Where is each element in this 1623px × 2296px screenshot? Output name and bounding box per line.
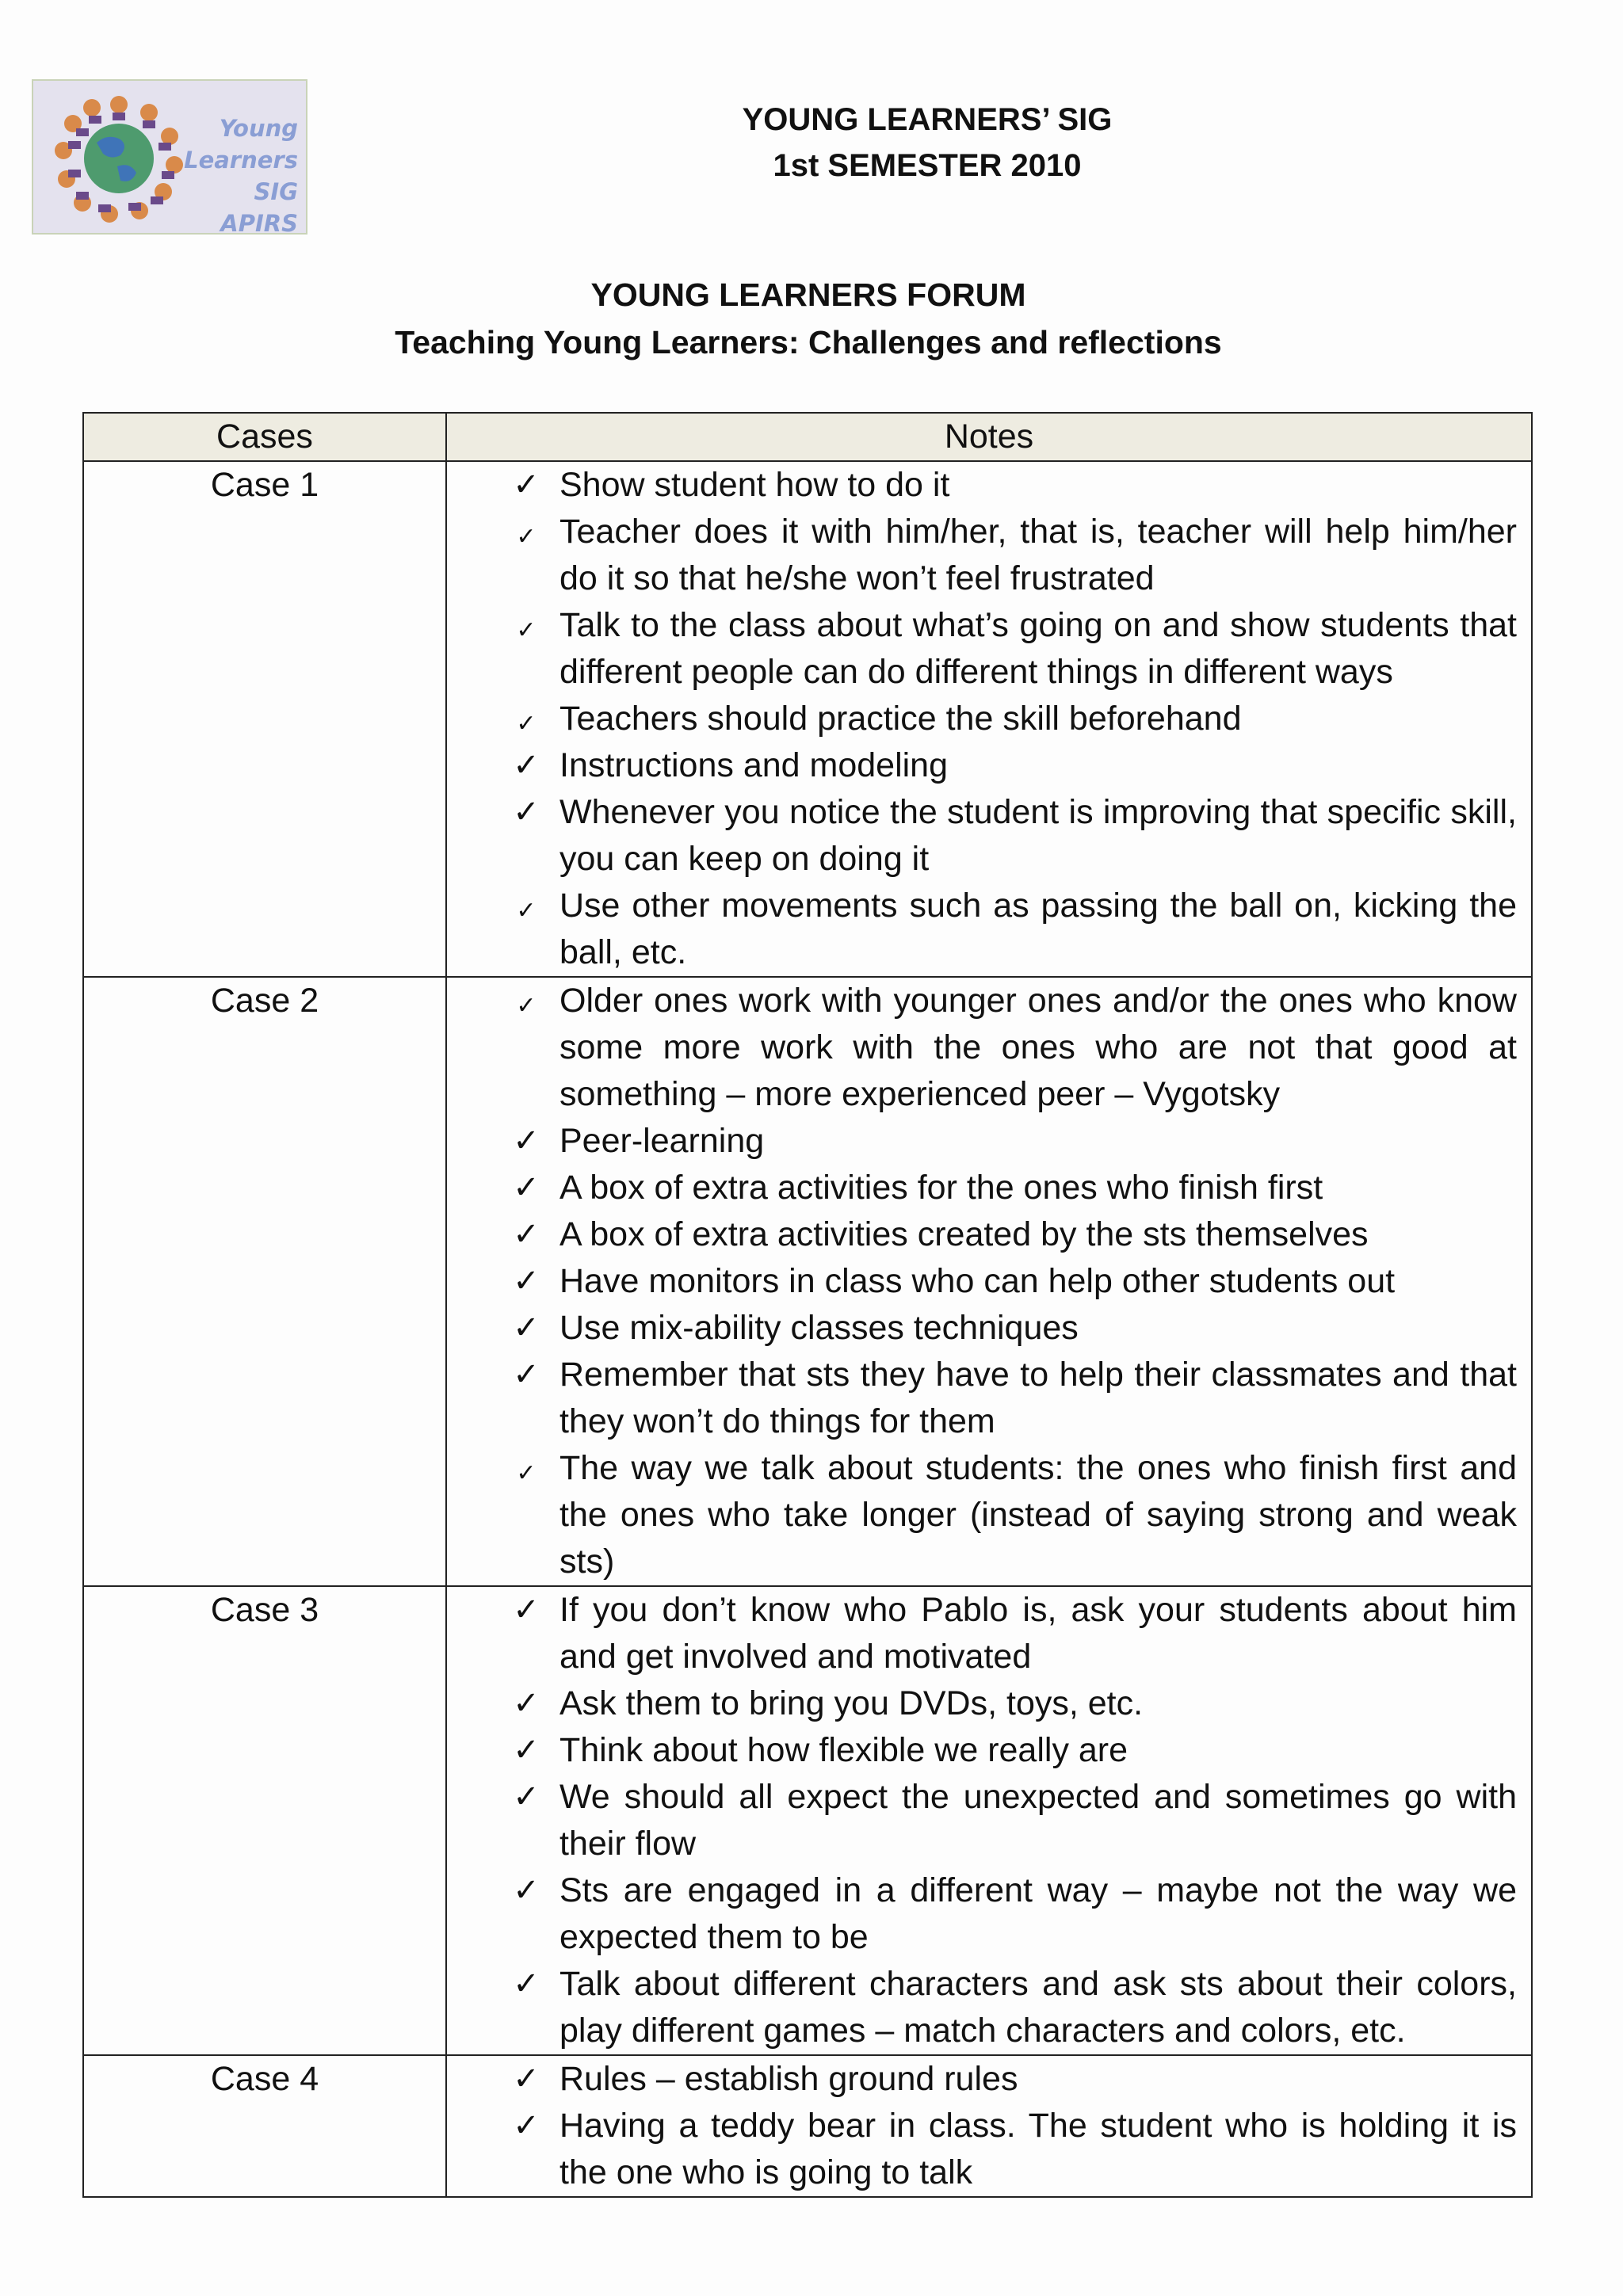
list-item bbox=[510, 1211, 1517, 1258]
checkmark-icon: ✓ bbox=[513, 1310, 540, 1346]
list-item bbox=[510, 1118, 1517, 1165]
note-text: Have monitors in class who can help other students out bbox=[559, 1262, 1396, 1300]
checkmark-icon: ✓ bbox=[513, 1263, 540, 1299]
case-label: Case 2 bbox=[83, 977, 446, 1586]
note-text: Whenever you notice the student is improving that specific skill, you can keep on doing it bbox=[559, 793, 1517, 878]
logo-line: Young bbox=[219, 115, 298, 142]
notes-list bbox=[510, 978, 1517, 1585]
table-header-row bbox=[83, 413, 1532, 461]
note-text: Having a teddy bear in class. The student who is holding it is the one who is going to talk bbox=[559, 2107, 1517, 2191]
table-row bbox=[83, 977, 1532, 1586]
checkmark-icon: ✓ bbox=[513, 1966, 540, 2002]
list-item bbox=[510, 742, 1517, 789]
forum-title: YOUNG LEARNERS FORUM bbox=[590, 277, 1026, 313]
checkmark-icon: ✓ bbox=[513, 467, 540, 503]
note-text: Remember that sts they have to help their classmates and that they won’t do things for them bbox=[559, 1356, 1517, 1440]
note-text: Use other movements such as passing the ball on, kicking the ball, etc. bbox=[559, 887, 1517, 971]
logo-text bbox=[184, 113, 298, 235]
list-item bbox=[510, 1352, 1517, 1445]
note-text: Ask them to bring you DVDs, toys, etc. bbox=[559, 1684, 1144, 1722]
list-item bbox=[510, 1867, 1517, 1961]
case-label: Case 1 bbox=[83, 461, 446, 977]
checkmark-icon: ✓ bbox=[516, 523, 537, 551]
note-text: Teachers should practice the skill beforehand bbox=[559, 700, 1242, 738]
list-item bbox=[510, 696, 1517, 742]
list-item bbox=[510, 602, 1517, 696]
note-text: Older ones work with younger ones and/or the ones who know some more work with the ones who are not that good at something – more experienced peer – Vygotsky bbox=[559, 982, 1517, 1113]
note-text: Think about how flexible we really are bbox=[559, 1731, 1128, 1769]
table-row bbox=[83, 1586, 1532, 2055]
logo-line: APIRS bbox=[220, 210, 298, 235]
header-title: YOUNG LEARNERS’ SIG bbox=[742, 102, 1113, 137]
notes-list bbox=[510, 1587, 1517, 2054]
note-text: A box of extra activities created by the sts themselves bbox=[559, 1215, 1369, 1253]
table-row bbox=[83, 2055, 1532, 2197]
list-item bbox=[510, 883, 1517, 976]
notes-cell bbox=[446, 461, 1532, 977]
list-item bbox=[510, 462, 1517, 509]
checkmark-icon: ✓ bbox=[513, 2061, 540, 2097]
checkmark-icon: ✓ bbox=[516, 1459, 537, 1487]
checkmark-icon: ✓ bbox=[513, 794, 540, 830]
notes-list bbox=[510, 462, 1517, 976]
note-text: Instructions and modeling bbox=[559, 746, 949, 784]
checkmark-icon: ✓ bbox=[513, 1732, 540, 1768]
table-row bbox=[83, 461, 1532, 977]
list-item bbox=[510, 1587, 1517, 1680]
document-header bbox=[650, 97, 1205, 189]
list-item bbox=[510, 1774, 1517, 1867]
checkmark-icon: ✓ bbox=[516, 616, 537, 644]
list-item bbox=[510, 1680, 1517, 1727]
header-notes: Notes bbox=[446, 413, 1532, 461]
header-semester: 1st SEMESTER 2010 bbox=[773, 148, 1082, 183]
list-item bbox=[510, 1961, 1517, 2054]
forum-heading bbox=[79, 271, 1537, 366]
note-text: Rules – establish ground rules bbox=[559, 2060, 1018, 2098]
note-text: If you don’t know who Pablo is, ask your students about him and get involved and motivated bbox=[559, 1591, 1517, 1676]
checkmark-icon: ✓ bbox=[513, 1356, 540, 1393]
notes-cell bbox=[446, 2055, 1532, 2197]
forum-subtitle: Teaching Young Learners: Challenges and reflections bbox=[395, 324, 1222, 360]
checkmark-icon: ✓ bbox=[513, 1169, 540, 1206]
list-item bbox=[510, 1258, 1517, 1305]
checkmark-icon: ✓ bbox=[516, 992, 537, 1020]
list-item bbox=[510, 509, 1517, 602]
logo-line: Learners bbox=[184, 147, 298, 174]
notes-cell bbox=[446, 977, 1532, 1586]
note-text: Peer-learning bbox=[559, 1122, 765, 1160]
checkmark-icon: ✓ bbox=[513, 2107, 540, 2144]
list-item bbox=[510, 1445, 1517, 1585]
list-item bbox=[510, 2103, 1517, 2196]
note-text: We should all expect the unexpected and sometimes go with their flow bbox=[559, 1778, 1517, 1863]
note-text: The way we talk about students: the ones who finish first and the ones who take longer (instead of saying strong and weak sts) bbox=[559, 1449, 1517, 1581]
checkmark-icon: ✓ bbox=[516, 710, 537, 738]
notes-list bbox=[510, 2056, 1517, 2196]
list-item bbox=[510, 1165, 1517, 1211]
logo bbox=[32, 79, 307, 235]
checkmark-icon: ✓ bbox=[513, 1216, 540, 1253]
list-item bbox=[510, 789, 1517, 883]
checkmark-icon: ✓ bbox=[516, 897, 537, 925]
checkmark-icon: ✓ bbox=[513, 1123, 540, 1159]
logo-line: SIG bbox=[254, 178, 298, 205]
note-text: Talk to the class about what’s going on and show students that different people can do different things in different ways bbox=[559, 606, 1517, 691]
checkmark-icon: ✓ bbox=[513, 1592, 540, 1628]
list-item bbox=[510, 1305, 1517, 1352]
case-label: Case 4 bbox=[83, 2055, 446, 2197]
list-item bbox=[510, 978, 1517, 1118]
note-text: Show student how to do it bbox=[559, 466, 950, 504]
note-text: Sts are engaged in a different way – maybe not the way we expected them to be bbox=[559, 1871, 1517, 1956]
note-text: Use mix-ability classes techniques bbox=[559, 1309, 1079, 1347]
checkmark-icon: ✓ bbox=[513, 747, 540, 784]
header-cases: Cases bbox=[83, 413, 446, 461]
cases-table bbox=[82, 412, 1533, 2198]
notes-cell bbox=[446, 1586, 1532, 2055]
globe-children-icon bbox=[40, 87, 198, 230]
note-text: A box of extra activities for the ones who finish first bbox=[559, 1169, 1323, 1207]
note-text: Teacher does it with him/her, that is, teacher will help him/her do it so that he/she won’t feel frustrated bbox=[559, 513, 1517, 597]
checkmark-icon: ✓ bbox=[513, 1872, 540, 1909]
checkmark-icon: ✓ bbox=[513, 1779, 540, 1815]
case-label: Case 3 bbox=[83, 1586, 446, 2055]
list-item bbox=[510, 2056, 1517, 2103]
list-item bbox=[510, 1727, 1517, 1774]
note-text: Talk about different characters and ask sts about their colors, play different games – match characters and colors, etc. bbox=[559, 1965, 1517, 2050]
checkmark-icon: ✓ bbox=[513, 1685, 540, 1722]
